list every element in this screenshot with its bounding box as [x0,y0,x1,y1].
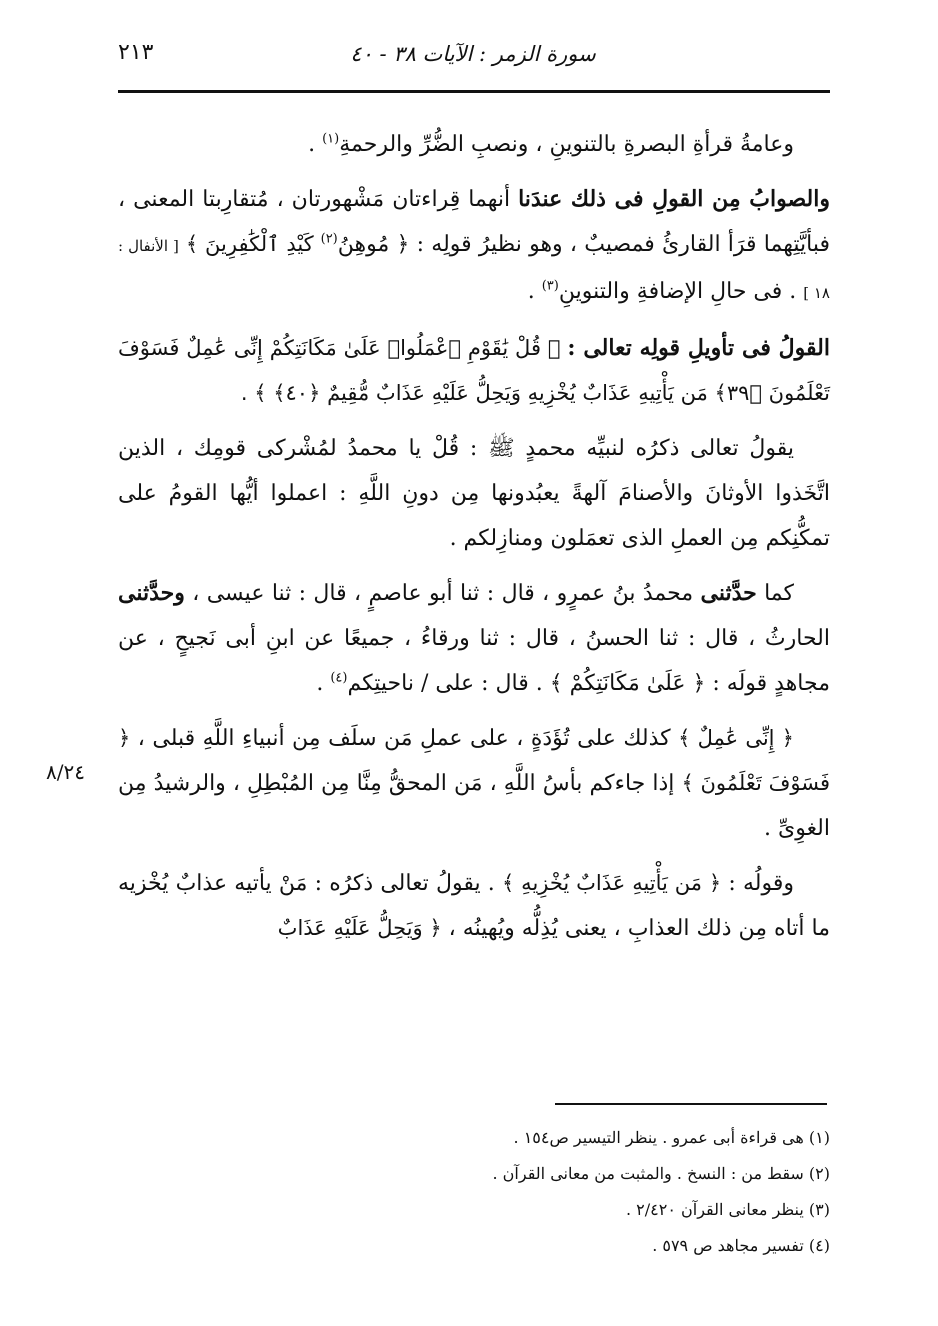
paragraph-text: . [527,279,542,304]
paragraph-text: وقولُه : [721,871,794,896]
body-text [118,122,830,961]
paragraph-4 [118,426,830,561]
quran-quote: كَيْدِ ٱلْكَٰفِرِينَ ﴾ [178,232,321,256]
footnotes [118,1120,830,1264]
quran-quote: ﴿ إِنِّى عَٰمِلٌ ﴾ [678,726,794,750]
paragraph-text: الحارثُ ، قال : ثنا الحسنُ ، قال : ثنا ورقاءُ ، جميعًا عن ابنِ أبى نَجيحٍ ، عن مجاهدٍ قولَه : ﴿ عَلَىٰ مَكَانَتِكُمْ ﴾ . قال : على / ناحيتِكم [118,626,830,696]
footnote-ref: (٢) [320,231,338,247]
paragraph-text: وعامةُ قرأةِ البصرةِ بالتنوينِ ، ونصبِ الضُّرِّ والرحمةِ [339,132,794,157]
paragraph-3 [118,326,830,416]
footnote-2: (٢) سقط من : النسخ . والمثبت من معانى القرآن . [492,1164,830,1183]
paragraph-text: كذلك على تُؤَدَةٍ ، على عملِ مَن سلَف مِن أنبياءِ اللَّهِ قبلى ، [130,726,679,751]
paragraph-2 [118,177,830,316]
footnote-ref: (١) [322,131,340,147]
footnote-ref: (٤) [330,670,348,686]
quran-quote: ﴿ فَسَوْفَ تَعْلَمُونَ ﴾ [118,726,830,795]
footnote-rule [555,1103,827,1105]
paragraph-5 [118,571,830,706]
paragraph-text: أنهما قِراءتان مَشْهورتان ، مُتقارِبتا المعنى ، فبأيَّتِهما قرَأ القارئُ فمصيبٌ ، وهو نظيرُ قولِه : ﴿ مُوهِنُ [118,187,830,257]
running-title: سورة الزمر : الآيات ٣٨ - ٤٠ [350,42,596,66]
footnote-1: (١) هى قراءة أبى عمرو . ينظر التيسير ص١٥٤ . [513,1128,830,1147]
paragraph-text: . فى حالِ الإضافةِ والتنوينِ [558,279,804,304]
bold-lead: القولُ فى تأويلِ قولِه تعالى : [567,335,830,361]
paragraph-text: إذا جاءكم بأسُ اللَّهِ ، مَن المحقُّ مِنَّا مِن المُبْطِلِ ، والرشيدُ مِن الغوِىِّ . [118,771,830,841]
bold-lead: حدَّثنى [700,580,757,606]
quran-quote: ﴿ وَيَحِلُّ عَلَيْهِ عَذَابٌ [277,916,442,940]
paragraph-text: . [308,132,323,157]
quran-quote: ﴿ قُلْ يَٰقَوْمِ ٱعْمَلُوا۟ عَلَىٰ مَكَانَتِكُمْ إِنِّى عَٰمِلٌ فَسَوْفَ تَعْلَمُونَ ﴿٣٩﴾ مَن يَأْتِيهِ عَذَابٌ يُخْزِيهِ وَيَحِلُّ عَلَيْهِ عَذَابٌ مُّقِيمٌ ﴿٤٠﴾ ﴾ . [118,336,830,405]
quran-quote: ﴿ مَن يَأْتِيهِ عَذَابٌ يُخْزِيهِ ﴾ [502,871,722,895]
footnote-4: (٤) تفسير مجاهد ص ٥٧٩ . [652,1236,830,1255]
bold-lead: والصوابُ مِن القولِ فى ذلك عندَنا [518,186,830,212]
quran-source: [ الأنفال : ١٨ ] [118,237,830,302]
paragraph-text: كما [756,581,794,606]
paragraph-text: . [316,671,331,696]
paragraph-1 [118,122,830,167]
header-rule [118,90,830,93]
paragraph-text: محمدُ بنُ عمرٍو ، قال : ثنا أبو عاصمٍ ، قال : ثنا عيسى ، [184,581,701,606]
paragraph-text: . يقولُ تعالى ذكرُه : مَنْ يأتيه عذابٌ يُخْزيه ما أتاه مِن ذلك العذابِ ، يعنى يُذِلُّه ويُهينُه ، [118,871,830,941]
paragraph-7 [118,861,830,951]
footnote-ref: (٣) [541,278,559,294]
paragraph-text: يقولُ تعالى ذكرُه لنبيِّه محمدٍ ﷺ : قُلْ يا محمدُ لمُشْركى قومِك ، الذين اتَّخَذوا الأوثانَ والأصنامَ آلهةً يعبُدونها مِن دونِ اللَّهِ : اعملوا أيُّها القومُ على تمكُّنِكم مِن العملِ الذى تعمَلون ومنازِلكم . [118,436,830,551]
page-number: ٢١٣ [118,40,154,65]
margin-note: ٨/٢٤ [46,760,85,784]
paragraph-6 [118,716,830,851]
footnote-3: (٣) ينظر معانى القرآن ٢/٤٢٠ . [626,1200,830,1219]
page-header [118,38,830,94]
bold-lead: وحدَّثنى [118,580,185,606]
